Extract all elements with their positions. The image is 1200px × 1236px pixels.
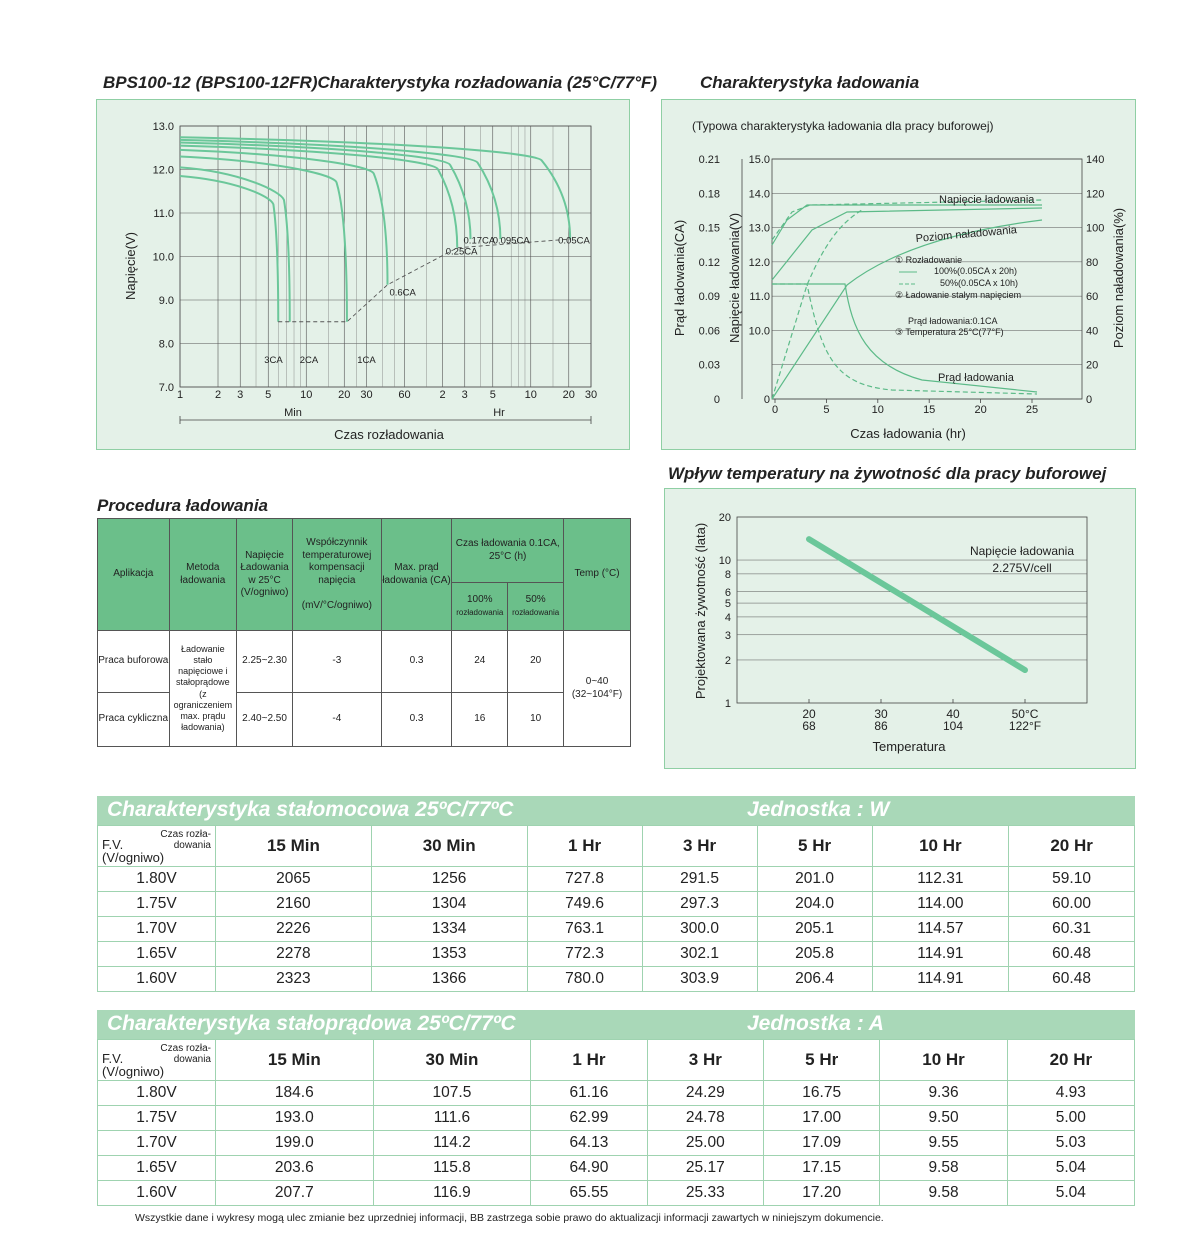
h-temp: Temp (°C) [564,519,631,631]
table-cell: 203.6 [216,1156,374,1181]
v-tick-label: 12.0 [748,256,770,269]
row-t50: 10 [508,693,564,747]
discharge-ylabel: Napięcie(V) [123,232,138,300]
table-cell: 5.00 [1007,1106,1134,1131]
table-cell: 303.9 [642,967,757,992]
y-tick-label: 5 [724,598,731,611]
table-row [98,1106,1135,1131]
table-cell: 5.03 [1007,1131,1134,1156]
table-cell: 9.55 [880,1131,1007,1156]
table-cell: 205.8 [757,942,872,967]
v-tick-label: 11.0 [749,291,770,304]
table-cell: 763.1 [527,917,642,942]
procedure-title: Procedura ładowania [97,496,268,515]
table-cell: 62.99 [531,1106,647,1131]
curve-label: 0.095CA [492,235,530,247]
curve-label: 0.05CA [558,235,590,247]
x-tick-f: 86 [874,719,888,733]
pct-tick-label: 120 [1086,188,1105,201]
x-tick-label: 1 [176,389,184,401]
v-tick-label: 14.0 [748,188,770,201]
ca-tick-label: 0.03 [698,359,720,372]
table-cell: 60.00 [1009,892,1135,917]
x-tick-label: 30 [584,389,598,401]
discharge-curve [180,156,347,321]
table-cell: 116.9 [373,1181,531,1206]
svg-text:③ Temperatura 25°C(77°F): ③ Temperatura 25°C(77°F) [895,327,1004,337]
x-tick-label: 20 [338,389,351,401]
table-cell: 17.09 [764,1131,880,1156]
corner-fv-label: F.V. (V/ogniwo) [102,1051,165,1079]
row-maxcur: 0.3 [381,631,452,693]
discharge-curve [180,140,500,239]
table-cell: 9.58 [880,1181,1007,1206]
table-row [98,1156,1135,1181]
h-time: Czas ładowania 0.1CA, 25°C (h) [452,519,564,583]
table-cell: 1366 [371,967,527,992]
h-voltage: Napięcie Ładowania w 25°C (V/ogniwo) [237,519,293,631]
pct-tick-label: 40 [1086,325,1099,338]
y-tick-label: 11.0 [153,208,174,220]
table-cell: 5.04 [1007,1181,1134,1206]
table-row [98,917,1135,942]
column-header: 20 Hr [1007,1040,1134,1081]
discharge-title: BPS100-12 (BPS100-12FR)Charakterystyka rozładowania (25°C/77°F) [103,73,658,92]
row-app: Praca buforowa [98,631,170,693]
table-cell: 107.5 [373,1081,531,1106]
x-tick-label: 20 [974,404,987,416]
table-cell: 199.0 [216,1131,374,1156]
column-header: 30 Min [373,1040,531,1081]
y-tick-label: 13.0 [152,121,174,133]
table-cell: 114.2 [373,1131,531,1156]
table-cell: 193.0 [216,1106,374,1131]
table-cell: 201.0 [757,867,872,892]
corner-time-label: Czas rozła- dowania [160,1043,211,1065]
column-header: 5 Hr [757,826,872,867]
table-cell: 727.8 [527,867,642,892]
corner-cell [98,826,216,867]
table-cell: 25.33 [647,1181,763,1206]
x-tick-label: 60 [398,389,411,401]
table-cell: 25.00 [647,1131,763,1156]
x-tick-f: 122°F [1008,719,1042,733]
svg-text:100%(0.05CA x 20h): 100%(0.05CA x 20h) [934,266,1018,276]
column-header: 3 Hr [642,826,757,867]
charge-chart [662,100,1137,451]
charge-xlabel: Czas ładowania (hr) [850,426,966,441]
table-row [98,1181,1135,1206]
column-header: 3 Hr [647,1040,763,1081]
column-header: 10 Hr [872,826,1009,867]
v-tick-label: 15.0 [748,154,770,166]
ca-tick-label: 0.21 [698,154,720,166]
y-tick-label: 8 [724,568,731,581]
v-tick-label: 0 [763,394,770,406]
table-cell: 60.31 [1009,917,1135,942]
y-tick-label: 20 [718,512,731,524]
x-tick-label: 10 [300,389,313,401]
h-maxcur: Max. prąd ładowania (CA) [381,519,452,631]
life-note2: 2.275V/cell [992,561,1052,575]
pct-tick-label: 0 [1086,394,1093,406]
row-coef: -4 [292,693,381,747]
table-row [98,1081,1135,1106]
table-cell: 115.8 [373,1156,531,1181]
table-cell: 749.6 [527,892,642,917]
table-cell: 65.55 [531,1181,647,1206]
charge-subtitle: (Typowa charakterystyka ładowania dla pracy buforowej) [692,119,994,133]
table-cell: 1304 [371,892,527,917]
row-voltage-label: 1.75V [98,1106,216,1131]
x-tick-label: 5 [823,404,830,416]
row-t50: 20 [508,631,564,693]
x-tick-label: 10 [524,389,537,401]
power-table-band [97,796,1135,825]
table-cell: 1334 [371,917,527,942]
table-cell: 60.48 [1009,967,1135,992]
table-cell: 112.31 [872,867,1009,892]
table-row [98,892,1135,917]
svg-text:Prąd ładowania:0.1CA: Prąd ładowania:0.1CA [908,316,998,326]
power-table-unit: Jednostka : W [747,798,890,821]
table-cell: 111.6 [373,1106,531,1131]
procedure-table [97,518,631,747]
x-tick-label: 30 [360,389,373,401]
table-cell: 114.57 [872,917,1009,942]
table-cell: 64.90 [531,1156,647,1181]
table-cell: 207.7 [216,1181,374,1206]
table-cell: 64.13 [531,1131,647,1156]
pct-tick-label: 100 [1086,222,1105,235]
x-tick-label: 2 [214,389,222,401]
y-tick-label: 9.0 [158,295,174,307]
x-tick-label: 15 [923,404,936,416]
curve-label: 0.6CA [389,287,416,299]
y-tick-label: 2 [724,654,731,667]
pct-tick-label: 80 [1086,256,1099,269]
row-voltage-label: 1.65V [98,1156,216,1181]
table-cell: 291.5 [642,867,757,892]
table-cell: 297.3 [642,892,757,917]
v-tick-label: 10.0 [748,325,770,338]
y-tick-label: 10.0 [152,251,174,264]
y-tick-label: 3 [724,629,731,642]
table-cell: 9.58 [880,1156,1007,1181]
current-table-title: Charakterystyka stałoprądowa 25ºC/77ºC [107,1012,516,1035]
row-voltage-label: 1.80V [98,867,216,892]
power-table-title: Charakterystyka stałomocowa 25ºC/77ºC [107,798,514,821]
x-tick-label: 10 [871,404,884,416]
y-tick-label: 7.0 [158,382,174,394]
charge-legend [895,255,1021,337]
discharge-xlabel: Czas rozładowania [334,427,444,442]
table-cell: 300.0 [642,917,757,942]
x-tick-label: 5 [489,389,496,401]
charge-current-label: Prąd ładowania [938,372,1014,384]
life-chart-panel [664,488,1136,769]
table-cell: 114.91 [872,967,1009,992]
table-cell: 5.04 [1007,1156,1134,1181]
y-tick-label: 8.0 [158,338,174,351]
table-row [98,867,1135,892]
power-table [97,825,1135,992]
table-cell: 24.78 [647,1106,763,1131]
table-cell: 2065 [216,867,372,892]
x-tick-c: 20 [802,707,816,721]
row-voltage-label: 1.70V [98,1131,216,1156]
ca-tick-label: 0 [713,394,720,406]
table-cell: 61.16 [531,1081,647,1106]
x-tick-label: 20 [562,389,575,401]
svg-text:50%(0.05CA x 10h): 50%(0.05CA x 10h) [940,278,1019,288]
table-row [98,942,1135,967]
ca-tick-label: 0.12 [698,256,720,269]
row-t100: 24 [452,631,508,693]
charge-voltage-label: Napięcie ładowania [939,194,1035,206]
table-cell: 2160 [216,892,372,917]
table-cell: 17.20 [764,1181,880,1206]
h-50: 50% rozładowania [508,583,564,631]
table-cell: 780.0 [527,967,642,992]
y-tick-label: 12.0 [152,164,174,177]
x-tick-f: 68 [802,719,816,733]
table-cell: 59.10 [1009,867,1135,892]
row-app: Praca cykliczna [98,693,170,747]
svg-text:① Rozładowanie: ① Rozładowanie [895,255,963,265]
discharge-chart-panel [96,99,630,450]
row-voltage-label: 1.75V [98,892,216,917]
table-cell: 25.17 [647,1156,763,1181]
temperature-title: Wpływ temperatury na żywotność dla pracy buforowej [668,464,1107,483]
column-header: 30 Min [371,826,527,867]
column-header: 20 Hr [1009,826,1135,867]
table-row [98,967,1135,992]
table-cell: 1256 [371,867,527,892]
x-tick-label: 5 [265,389,272,401]
charge-chart-panel [661,99,1136,450]
charge-title: Charakterystyka ładowania [700,73,920,92]
row-voltage: 2.25~2.30 [237,631,293,693]
pct-tick-label: 60 [1086,291,1099,304]
table-cell: 302.1 [642,942,757,967]
corner-cell [98,1040,216,1081]
h-app: Aplikacja [98,519,170,631]
discharge-curve [180,167,290,321]
charge-ylabel-current: Prąd ładowania(CA) [672,219,687,337]
row-voltage-label: 1.80V [98,1081,216,1106]
v-tick-label: 13.0 [748,222,770,235]
column-header: 15 Min [216,826,372,867]
ca-tick-label: 0.09 [698,291,720,304]
column-header: 1 Hr [531,1040,647,1081]
y-tick-label: 4 [724,611,731,624]
x-tick-label: 3 [461,389,468,401]
column-header: 10 Hr [880,1040,1007,1081]
x-tick-f: 104 [942,719,964,733]
table-cell: 114.00 [872,892,1009,917]
x-tick-c: 40 [946,707,960,721]
ca-tick-label: 0.15 [698,222,720,235]
life-chart [665,489,1137,770]
corner-fv-label: F.V. (V/ogniwo) [102,837,165,865]
pct-tick-label: 20 [1086,359,1099,372]
table-cell: 1353 [371,942,527,967]
curve-label: 1CA [357,355,376,367]
row-voltage-label: 1.60V [98,967,216,992]
footer-note: Wszystkie dane i wykresy mogą ulec zmianie bez uprzedniej informacji, BB zastrzega sobie prawo do aktualizacji informacji zawartych w niniejszym dokumencie. [135,1212,884,1224]
h-method: Metoda ładowania [169,519,237,631]
svg-text:② Ładowanie stałym napięciem: ② Ładowanie stałym napięciem [895,290,1022,300]
x-tick-label: 2 [439,389,446,401]
charge-level-label: Poziom naładowania [915,224,1018,245]
discharge-chart [97,100,631,451]
column-header: 5 Hr [764,1040,880,1081]
table-cell: 206.4 [757,967,872,992]
table-cell: 772.3 [527,942,642,967]
corner-time-label: Czas rozła- dowania [160,829,211,851]
table-cell: 24.29 [647,1081,763,1106]
temp-cell: 0~40 (32~104°F) [564,631,631,747]
current-table-band [97,1010,1135,1039]
table-cell: 9.50 [880,1106,1007,1131]
table-cell: 4.93 [1007,1081,1134,1106]
table-cell: 114.91 [872,942,1009,967]
hr-label: Hr [493,407,505,419]
h-coef: Współczynnik temperaturowej kompensacji napięcia (mV/°C/ogniwo) [292,519,381,631]
x-tick-label: 3 [237,389,244,401]
current-table [97,1039,1135,1206]
table-cell: 17.15 [764,1156,880,1181]
table-cell: 204.0 [757,892,872,917]
table-cell: 60.48 [1009,942,1135,967]
life-xlabel: Temperatura [872,739,946,754]
life-ylabel: Projektowana żywotność (lata) [693,522,708,700]
charge-ylabel-voltage: Napięcie ładowania(V) [727,212,742,344]
charge-ylabel-level: Poziom naładowania(%) [1111,207,1126,349]
table-cell: 2323 [216,967,372,992]
row-voltage-label: 1.60V [98,1181,216,1206]
curve-label: 0.25CA [445,246,478,258]
curve-label: 0.17CA [463,235,496,247]
current-table-unit: Jednostka : A [747,1012,884,1035]
table-cell: 2278 [216,942,372,967]
ca-tick-label: 0.18 [698,188,720,201]
x-tick-label: 25 [1025,404,1039,416]
y-tick-label: 1 [724,698,731,710]
table-cell: 184.6 [216,1081,374,1106]
row-coef: -3 [292,631,381,693]
min-label: Min [284,407,302,419]
table-cell: 9.36 [880,1081,1007,1106]
x-tick-c: 30 [874,707,888,721]
row-maxcur: 0.3 [381,693,452,747]
row-voltage-label: 1.70V [98,917,216,942]
column-header: 15 Min [216,1040,374,1081]
ca-tick-label: 0.06 [698,325,720,338]
life-note1: Napięcie ładowania [969,544,1075,558]
x-tick-label: 0 [771,404,779,416]
row-t100: 16 [452,693,508,747]
curve-label: 3CA [264,355,283,367]
x-tick-c: 50°C [1011,707,1039,721]
row-voltage-label: 1.65V [98,942,216,967]
curve-label: 2CA [299,355,319,367]
method-cell: Ładowanie stało napięciowe i stałoprądowe (z ograniczeniem max. prądu ładowania) [169,631,237,747]
y-tick-label: 10 [718,555,731,568]
y-tick-label: 6 [724,586,731,599]
row-voltage: 2.40~2.50 [237,693,293,747]
pct-tick-label: 140 [1086,154,1105,166]
h-100: 100% rozładowania [452,583,508,631]
table-cell: 17.00 [764,1106,880,1131]
table-cell: 205.1 [757,917,872,942]
table-cell: 16.75 [764,1081,880,1106]
table-cell: 2226 [216,917,372,942]
column-header: 1 Hr [527,826,642,867]
table-row [98,1131,1135,1156]
discharge-curve [180,143,471,240]
